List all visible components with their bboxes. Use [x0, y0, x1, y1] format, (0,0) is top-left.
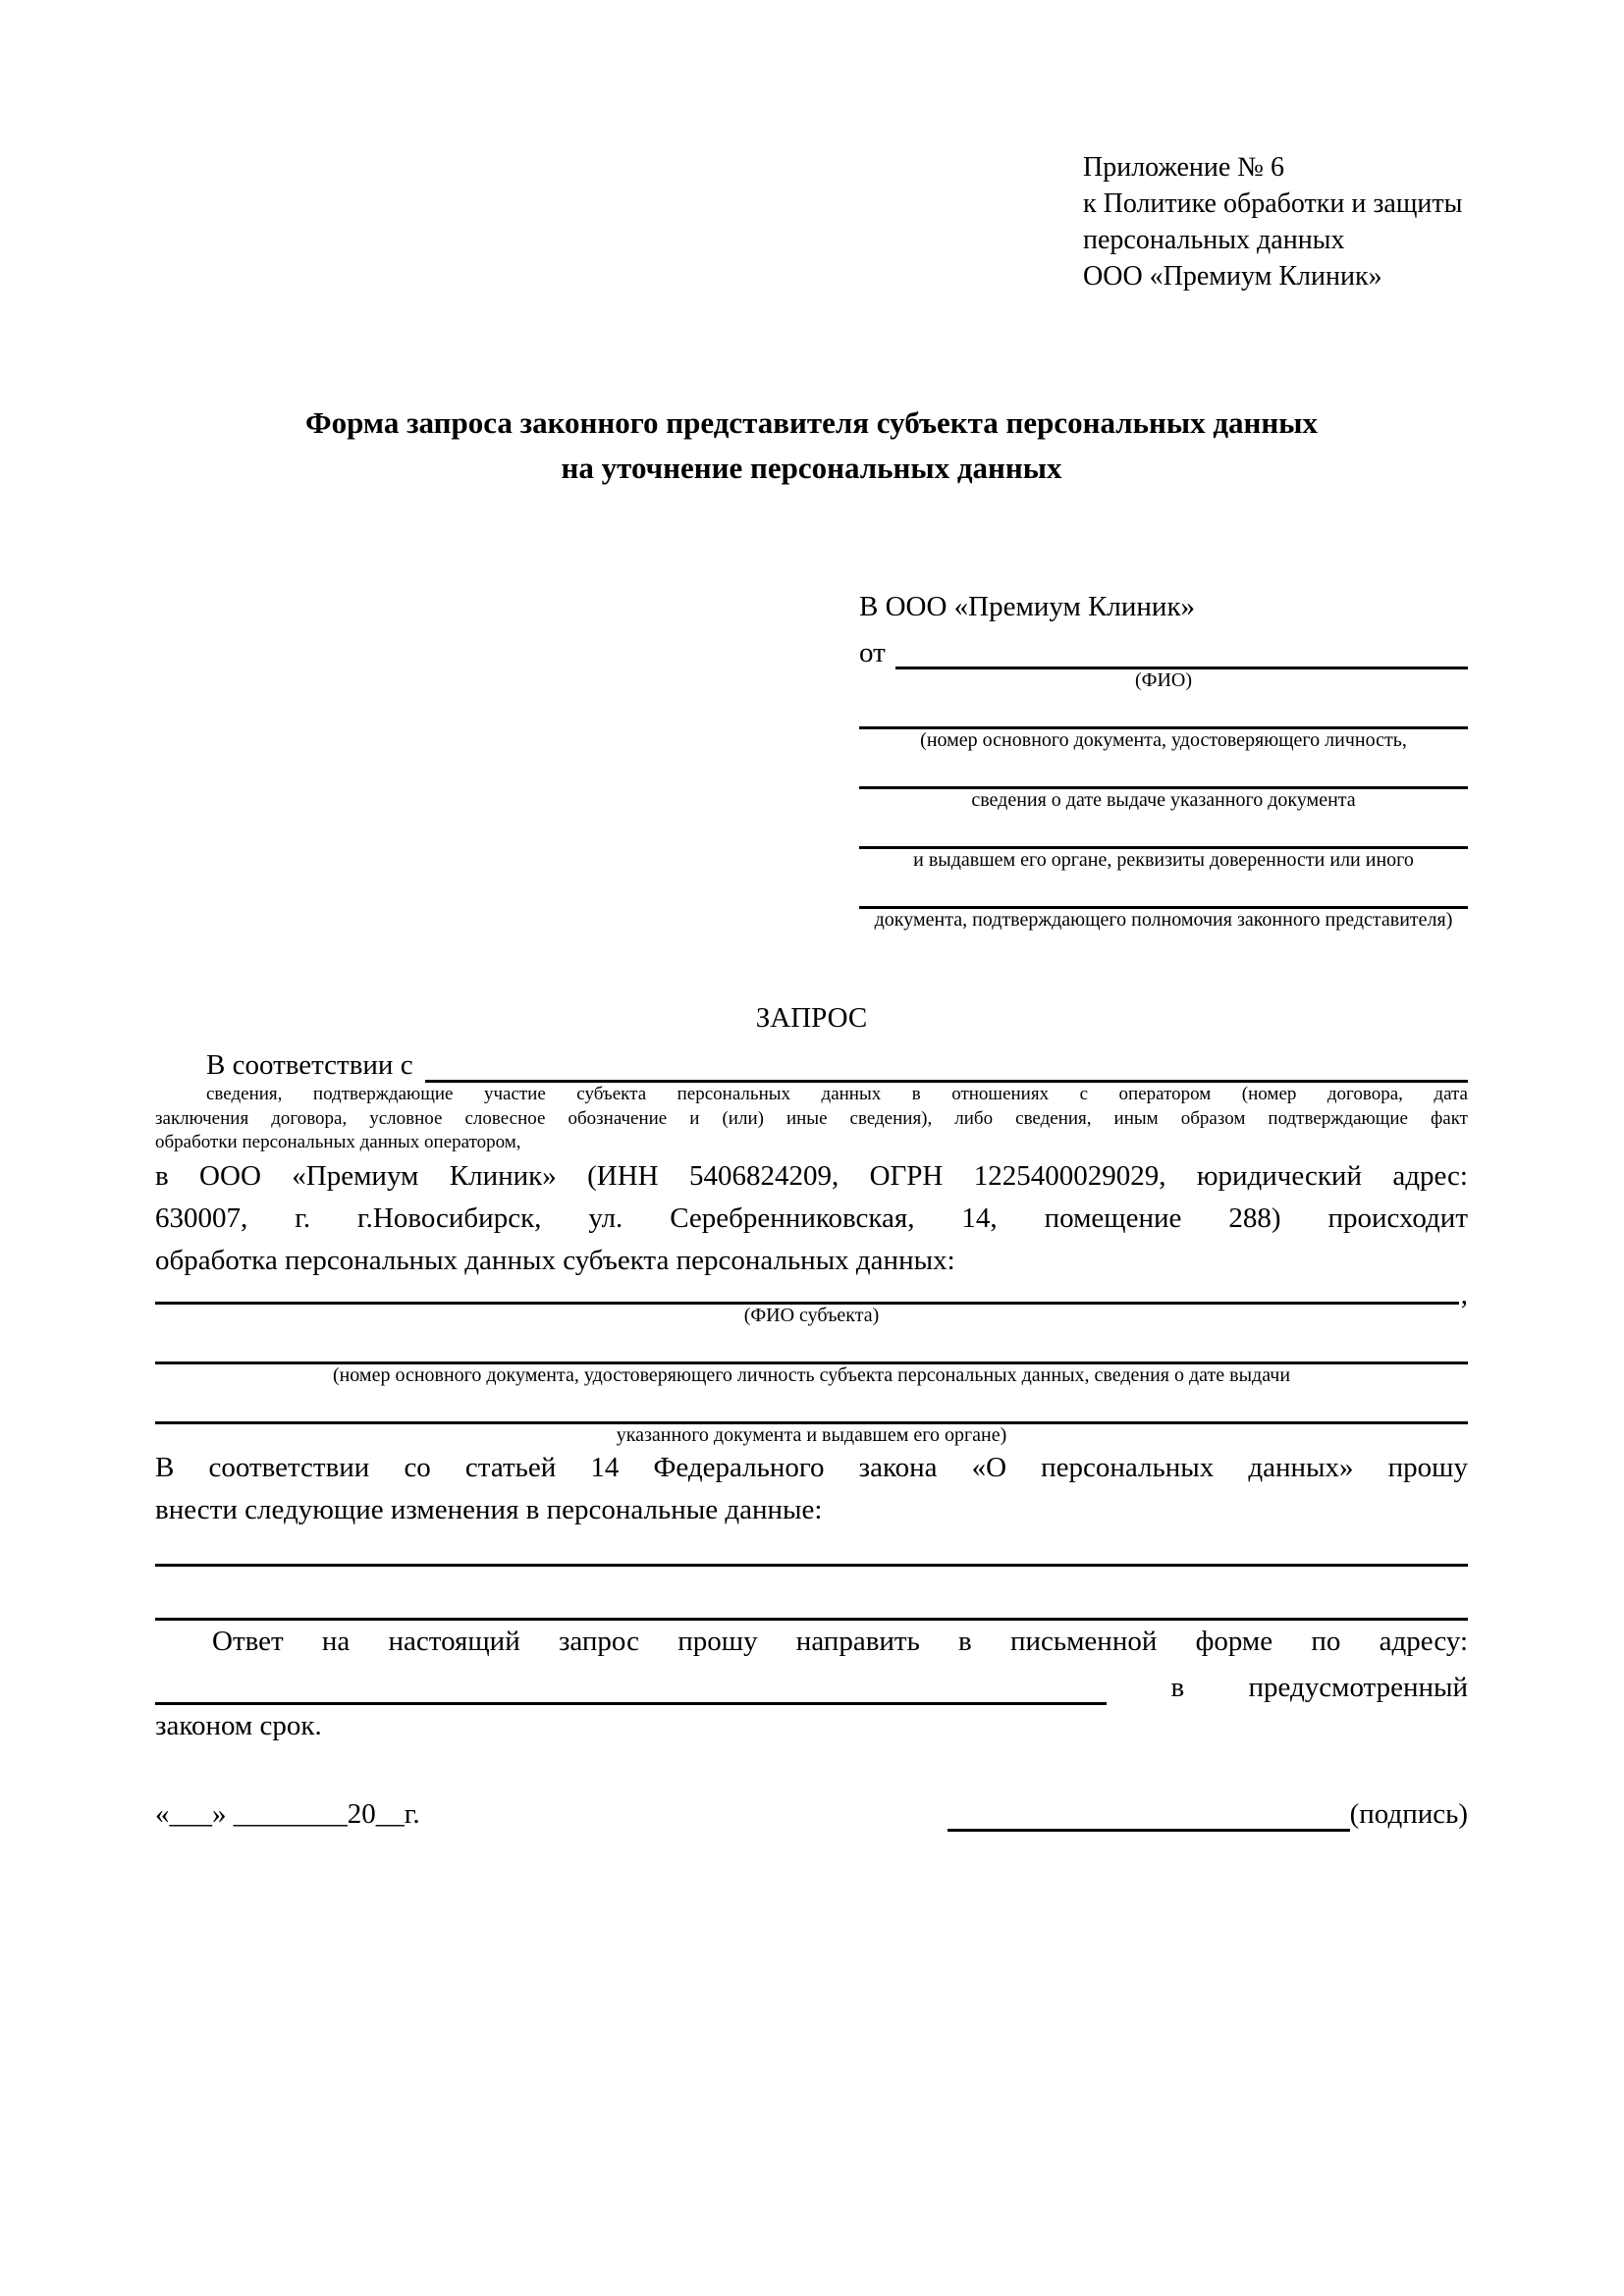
fine-print-block: [155, 1083, 1468, 1155]
operator-paragraph-line: обработка персональных данных субъекта персональных данных:: [155, 1244, 955, 1276]
date-signature-row: [155, 1789, 1468, 1832]
appendix-line: ООО «Премиум Клиник»: [1083, 261, 1382, 292]
page-title-line: Форма запроса законного представителя субъекта персональных данных: [305, 405, 1318, 440]
answer-line: Ответ на настоящий запрос прошу направить в письменной форме по адресу:: [212, 1625, 1468, 1657]
subject-fio-caption: (ФИО субъекта): [743, 1304, 880, 1326]
signature-caption: (подпись): [1349, 1797, 1468, 1830]
appendix-line: Приложение № 6: [1083, 152, 1284, 183]
article-line: внести следующие изменения в персональные данные:: [155, 1493, 823, 1525]
appendix-block: [1083, 149, 1468, 294]
fine-print-line: заключения договора, условное словесное обозначение и (или) иные сведения), либо сведения, иным образом подтверждающие факт: [155, 1107, 1468, 1129]
accordance-label: В соответствии с: [206, 1049, 413, 1081]
id-doc-blank-line: [859, 752, 1468, 789]
subject-doc-caption: указанного документа и выдавшем его органе): [616, 1423, 1007, 1446]
id-doc-blank-line: [859, 872, 1468, 909]
from-blank-line: [895, 636, 1468, 669]
accordance-row: [155, 1040, 1468, 1083]
from-label: от: [859, 637, 886, 668]
signature-group: [947, 1796, 1468, 1832]
id-doc-caption: сведения о дате выдаче указанного документа: [971, 789, 1356, 811]
fine-print-line: сведения, подтверждающие участие субъекта персональных данных в отношениях с оператором (номер договора, дата: [206, 1084, 1468, 1104]
changes-blank-line: [155, 1531, 1468, 1567]
id-doc-caption: и выдавшем его органе, реквизиты доверенности или иного: [913, 849, 1414, 871]
operator-paragraph: [155, 1155, 1468, 1282]
appendix-line: персональных данных: [1083, 225, 1345, 255]
request-heading: ЗАПРОС: [755, 1002, 868, 1034]
answer-word: в: [1170, 1671, 1185, 1703]
accordance-blank-line: [425, 1047, 1468, 1083]
changes-blank-line: [155, 1567, 1468, 1621]
answer-word: предусмотренный: [1248, 1671, 1468, 1703]
id-doc-blank-line: [859, 692, 1468, 729]
subject-fio-row: [155, 1278, 1468, 1310]
fine-print-line: обработки персональных данных оператором,: [155, 1132, 521, 1152]
document-page: [155, 0, 1468, 1832]
closing-line: законом срок.: [155, 1709, 322, 1741]
address-blank-line: [155, 1672, 1107, 1705]
signature-blank-line: [947, 1798, 1350, 1832]
from-row: [859, 628, 1468, 669]
page-title-line: на уточнение персональных данных: [561, 451, 1062, 485]
page-title: [155, 400, 1468, 491]
operator-paragraph-line: 630007, г. г.Новосибирск, ул. Серебренниковская, 14, помещение 288) происходит: [155, 1201, 1468, 1234]
subject-doc-caption: (номер основного документа, удостоверяющего личность субъекта персональных данных, сведения о дате выдачи: [332, 1363, 1291, 1386]
id-doc-caption: (номер основного документа, удостоверяющего личность,: [920, 729, 1407, 751]
subject-fio-blank-line: [155, 1282, 1459, 1305]
comma: ,: [1460, 1278, 1468, 1310]
addressee-block: [859, 585, 1468, 932]
id-doc-caption: документа, подтверждающего полномочия законного представителя): [874, 909, 1453, 931]
article-line: В соответствии со статьей 14 Федерального закона «О персональных данных» прошу: [155, 1451, 1468, 1483]
subject-doc-blank-line: [155, 1387, 1468, 1424]
organization-line: В ООО «Премиум Клиник»: [859, 591, 1196, 622]
date-field: «___» ________20__г.: [155, 1797, 420, 1830]
answer-address-row: [155, 1663, 1468, 1705]
article-paragraph: [155, 1447, 1468, 1531]
subject-doc-blank-line: [155, 1327, 1468, 1364]
id-doc-blank-line: [859, 812, 1468, 849]
appendix-line: к Политике обработки и защиты: [1083, 188, 1463, 219]
fio-caption: (ФИО): [1134, 669, 1192, 691]
operator-paragraph-line: в ООО «Премиум Клиник» (ИНН 5406824209, ОГРН 1225400029029, юридический адрес:: [155, 1159, 1468, 1192]
